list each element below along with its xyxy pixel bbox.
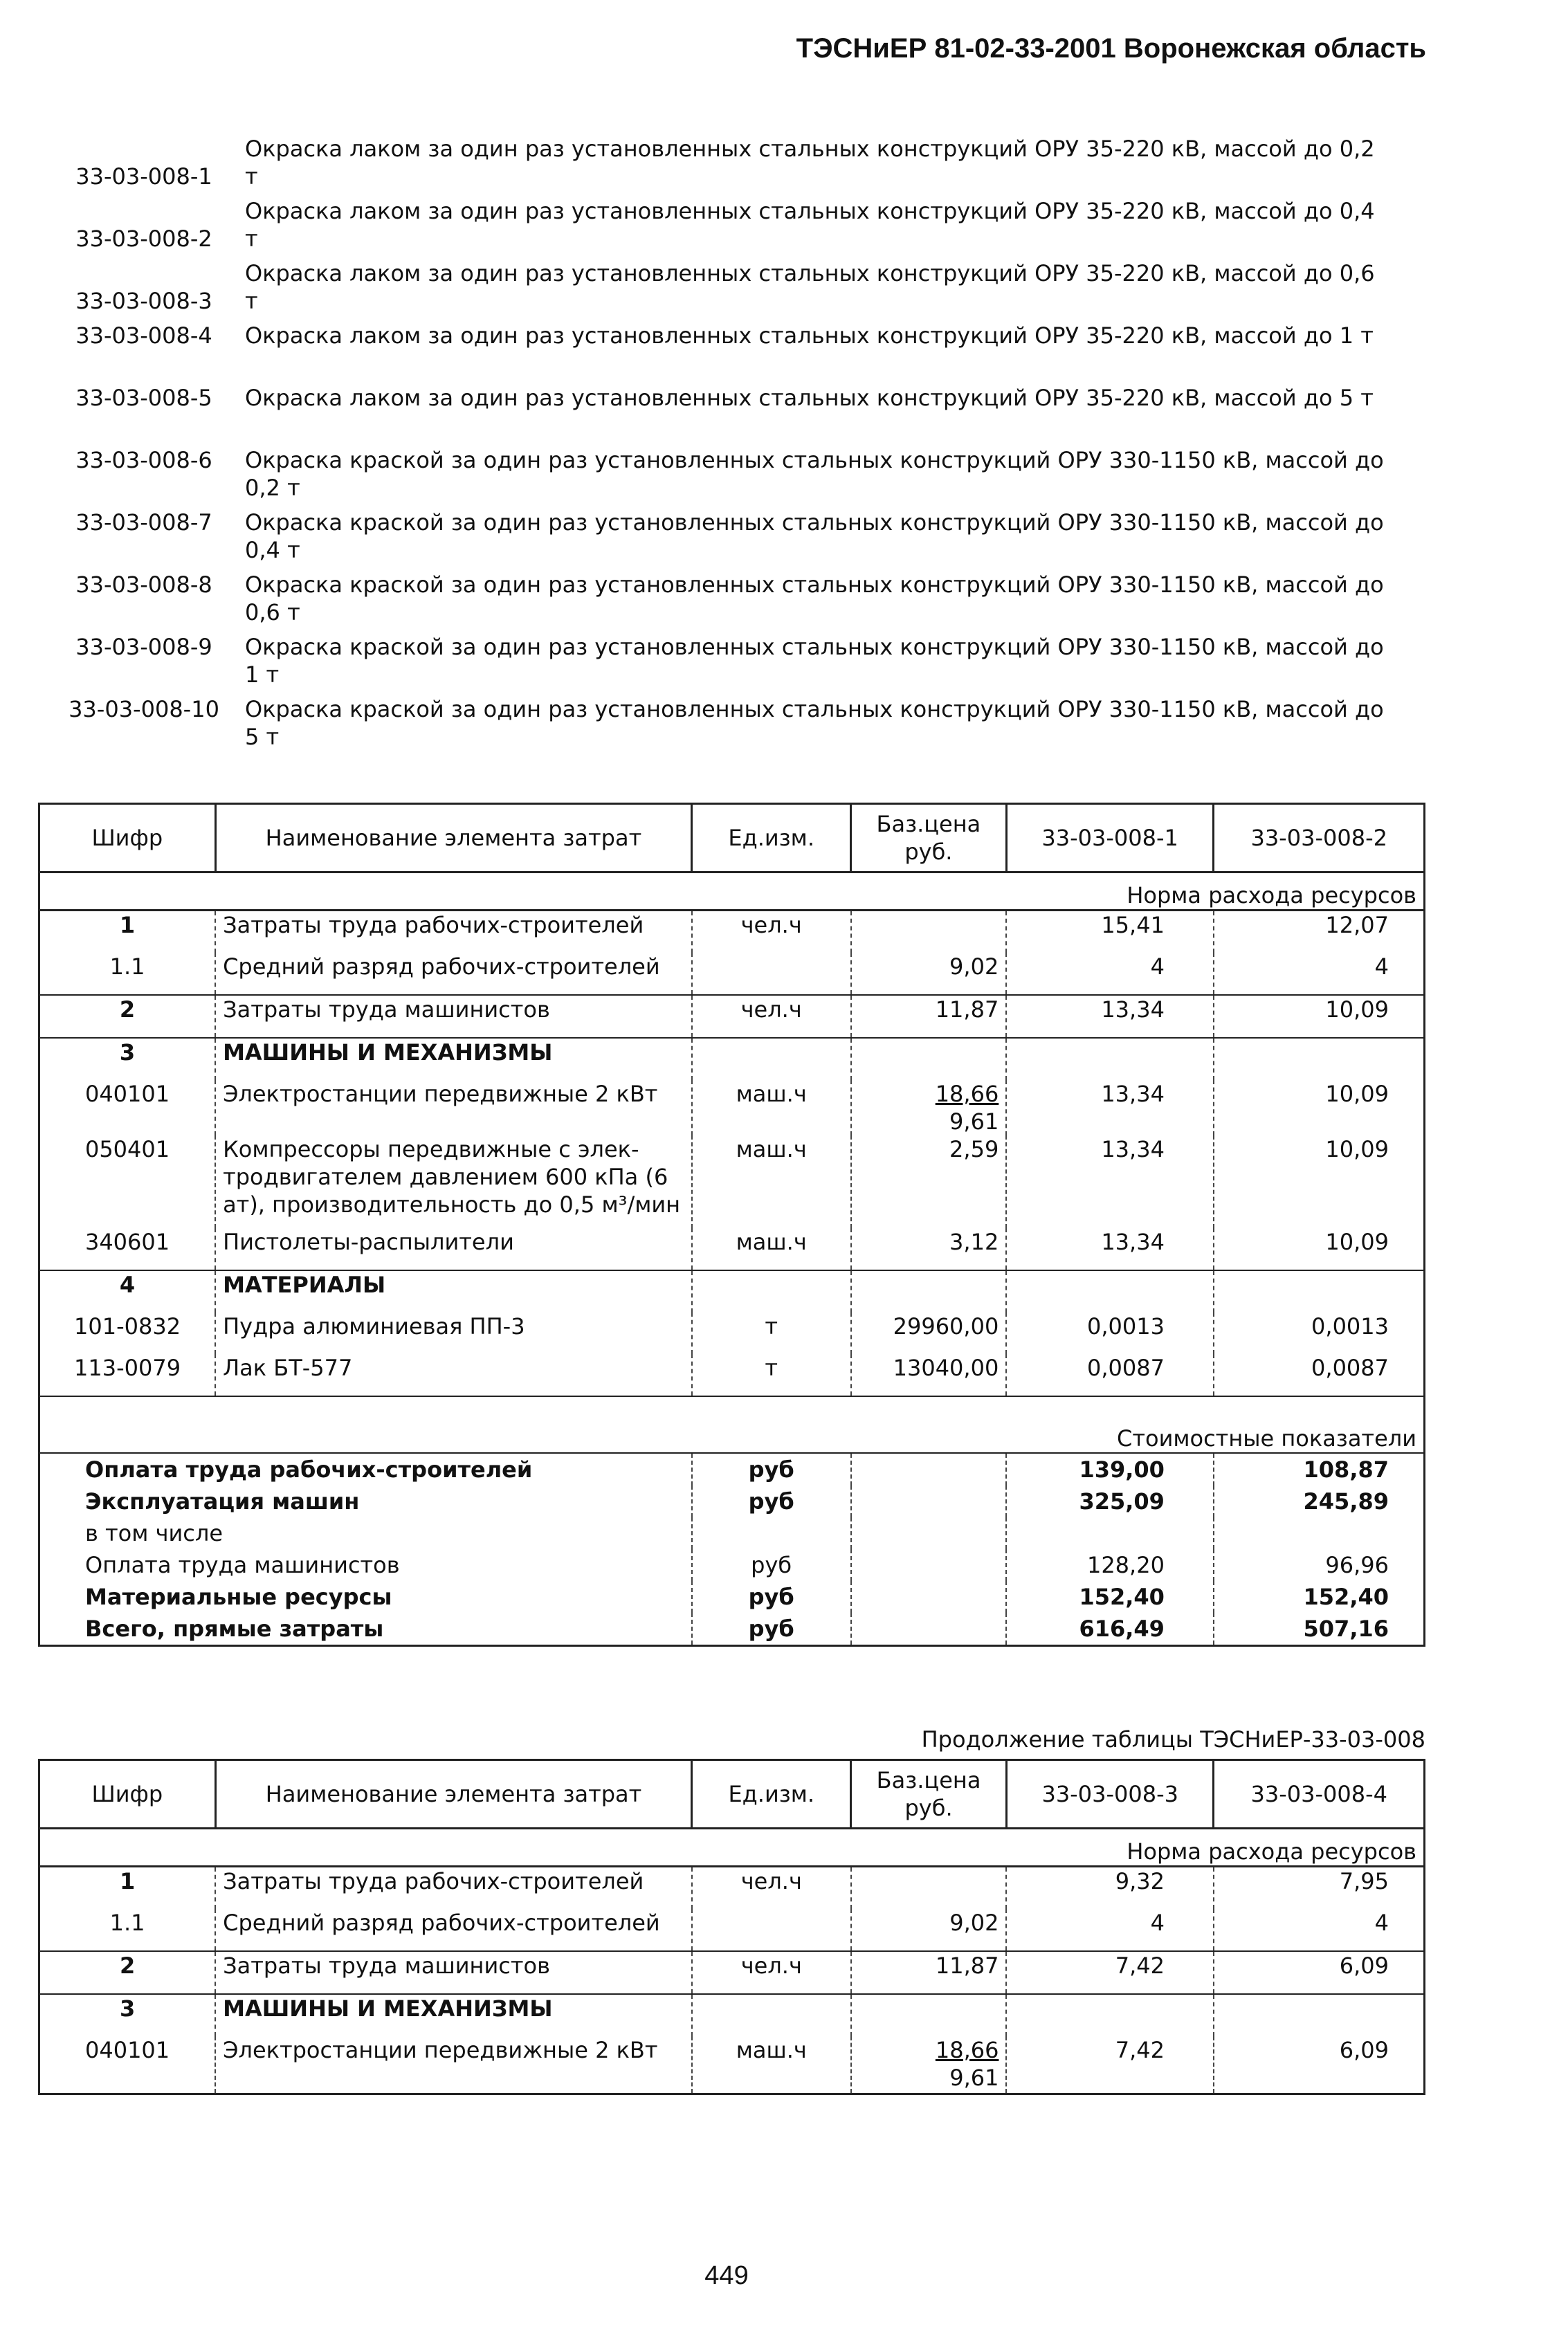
code-list-item — [43, 384, 1416, 412]
cell-value-1: 13,34 — [1006, 995, 1214, 1038]
cost-row — [39, 1453, 1425, 1486]
cost-row — [39, 1581, 1425, 1613]
cost-value-1: 128,20 — [1006, 1549, 1214, 1581]
cell-value-2: 0,0013 — [1214, 1313, 1425, 1354]
cost-unit: руб — [692, 1549, 851, 1581]
header-cell: Баз.цена руб. — [851, 1760, 1007, 1829]
header-cell: 33-03-008-3 — [1006, 1760, 1214, 1829]
cell-price: 11,87 — [851, 995, 1007, 1038]
description-line: Окраска лаком за один раз установленных стальных конструкций ОРУ 35-220 кВ, массой до 0,2 — [245, 136, 1375, 162]
cell-name: Средний разряд рабочих-строителей — [215, 953, 692, 995]
table-row — [39, 1228, 1425, 1270]
cell-value-1 — [1006, 1270, 1214, 1313]
description-line: Окраска лаком за один раз установленных стальных конструкций ОРУ 35-220 кВ, массой до 0,4 — [245, 198, 1375, 224]
cost-value-2 — [1214, 1517, 1425, 1549]
cell-value-2: 10,09 — [1214, 1228, 1425, 1270]
cell-name: Пудра алюминиевая ПП-3 — [215, 1313, 692, 1354]
item-description — [245, 259, 1416, 315]
cell-unit: чел.ч — [692, 995, 851, 1038]
cell-value-1: 4 — [1006, 1909, 1214, 1951]
cost-price — [851, 1613, 1007, 1646]
cost-name: Эксплуатация машин — [39, 1486, 692, 1517]
cell-price — [851, 911, 1007, 953]
header-cell: 33-03-008-1 — [1006, 804, 1214, 872]
code-list-item — [43, 695, 1416, 751]
cost-row — [39, 1486, 1425, 1517]
code-list-item — [43, 135, 1416, 190]
item-code: 33-03-008-2 — [75, 226, 212, 252]
cell-value-2: 7,95 — [1214, 1867, 1425, 1910]
description-line: Окраска лаком за один раз установленных стальных конструкций ОРУ 35-220 кВ, массой до 5 т — [245, 385, 1374, 411]
cell-code: 340601 — [39, 1228, 216, 1270]
header-cell: Ед.изм. — [692, 1760, 851, 1829]
cell-code: 1 — [39, 911, 216, 953]
code-list-item — [43, 197, 1416, 253]
item-description — [245, 633, 1416, 688]
cell-name: МАТЕРИАЛЫ — [215, 1270, 692, 1313]
price-value-2: 9,61 — [949, 2065, 999, 2091]
cost-value-2: 96,96 — [1214, 1549, 1425, 1581]
cell-name: Пистолеты-распылители — [215, 1228, 692, 1270]
code-list-item — [43, 259, 1416, 315]
cell-code: 101-0832 — [39, 1313, 216, 1354]
cell-unit: т — [692, 1313, 851, 1354]
norm-label: Норма расхода ресурсов — [39, 1829, 1425, 1867]
cost-price — [851, 1549, 1007, 1581]
cost-unit: руб — [692, 1486, 851, 1517]
table-row — [39, 1994, 1425, 2036]
description-line: т — [245, 288, 258, 314]
cost-name: Всего, прямые затраты — [39, 1613, 692, 1646]
cell-value-1: 4 — [1006, 953, 1214, 995]
cost-price — [851, 1581, 1007, 1613]
table-row — [39, 1135, 1425, 1228]
cell-price — [851, 1038, 1007, 1080]
price-value-2: 9,61 — [949, 1108, 999, 1135]
description-line: 1 т — [245, 661, 280, 688]
cell-value-1: 0,0013 — [1006, 1313, 1214, 1354]
cell-value-1: 13,34 — [1006, 1080, 1214, 1135]
cell-value-2: 4 — [1214, 1909, 1425, 1951]
cost-value-1: 325,09 — [1006, 1486, 1214, 1517]
cell-unit: чел.ч — [692, 911, 851, 953]
description-line: 5 т — [245, 724, 280, 750]
cell-price — [851, 1867, 1007, 1910]
cell-code: 2 — [39, 1951, 216, 1994]
cell-code: 3 — [39, 1994, 216, 2036]
resource-table-1 — [38, 803, 1425, 1647]
description-line: т — [245, 163, 258, 190]
price-value: 18,66 — [935, 2037, 999, 2063]
cell-value-1: 9,32 — [1006, 1867, 1214, 1910]
cell-value-2: 10,09 — [1214, 995, 1425, 1038]
item-description — [245, 322, 1416, 349]
table-row — [39, 1909, 1425, 1951]
cell-price: 9,02 — [851, 1909, 1007, 1951]
item-code: 33-03-008-10 — [69, 696, 219, 722]
cell-price: 2,59 — [851, 1135, 1007, 1228]
cell-name: Затраты труда машинистов — [215, 995, 692, 1038]
header-cell: 33-03-008-4 — [1214, 1760, 1425, 1829]
description-line: Окраска краской за один раз установленных стальных конструкций ОРУ 330-1150 кВ, массой до — [245, 509, 1384, 536]
cell-code: 1.1 — [39, 953, 216, 995]
cost-value-1: 152,40 — [1006, 1581, 1214, 1613]
description-line: 0,2 т — [245, 475, 300, 501]
table-row — [39, 1951, 1425, 1994]
cell-name: Компрессоры передвижные с элек-тродвигателем давлением 600 кПа (6 ат), производительность до 0,5 м³/мин — [215, 1135, 692, 1228]
cell-value-1: 7,42 — [1006, 2036, 1214, 2094]
code-list — [43, 135, 1416, 758]
table-row — [39, 1354, 1425, 1396]
cell-price — [851, 1994, 1007, 2036]
item-code: 33-03-008-8 — [75, 572, 212, 598]
cell-value-1: 13,34 — [1006, 1135, 1214, 1228]
cost-name: Оплата труда рабочих-строителей — [39, 1453, 692, 1486]
cell-name: Средний разряд рабочих-строителей — [215, 1909, 692, 1951]
cell-name: Затраты труда машинистов — [215, 1951, 692, 1994]
cost-unit: руб — [692, 1613, 851, 1646]
cell-value-2: 6,09 — [1214, 1951, 1425, 1994]
cost-row — [39, 1549, 1425, 1581]
item-description — [245, 695, 1416, 751]
cell-unit: чел.ч — [692, 1951, 851, 1994]
cost-name: Материальные ресурсы — [39, 1581, 692, 1613]
header-cell: Шифр — [39, 804, 216, 872]
cell-value-2: 10,09 — [1214, 1080, 1425, 1135]
description-line: Окраска краской за один раз установленных стальных конструкций ОРУ 330-1150 кВ, массой до — [245, 634, 1384, 660]
cell-price — [851, 1080, 1007, 1135]
cost-row — [39, 1613, 1425, 1646]
header-cell: Наименование элемента затрат — [215, 1760, 692, 1829]
description-line: Окраска краской за один раз установленных стальных конструкций ОРУ 330-1150 кВ, массой до — [245, 696, 1384, 722]
cell-unit: маш.ч — [692, 1135, 851, 1228]
cell-code: 1 — [39, 1867, 216, 1910]
cell-unit — [692, 1038, 851, 1080]
cell-unit: чел.ч — [692, 1867, 851, 1910]
table-row — [39, 995, 1425, 1038]
cell-value-1: 7,42 — [1006, 1951, 1214, 1994]
description-line: т — [245, 226, 258, 252]
cost-value-1: 616,49 — [1006, 1613, 1214, 1646]
cell-name: Затраты труда рабочих-строителей — [215, 911, 692, 953]
cell-name: Электростанции передвижные 2 кВт — [215, 1080, 692, 1135]
cost-unit: руб — [692, 1581, 851, 1613]
continuation-caption: Продолжение таблицы ТЭСНиЕР-33-03-008 — [921, 1726, 1425, 1753]
cell-value-2 — [1214, 1038, 1425, 1080]
header-cell: Баз.цена руб. — [851, 804, 1007, 872]
cell-code: 040101 — [39, 2036, 216, 2094]
item-code: 33-03-008-5 — [75, 385, 212, 411]
description-line: Окраска лаком за один раз установленных стальных конструкций ОРУ 35-220 кВ, массой до 1 т — [245, 322, 1374, 349]
cost-label: Стоимостные показатели — [39, 1396, 1425, 1453]
cost-price — [851, 1486, 1007, 1517]
cell-code: 2 — [39, 995, 216, 1038]
item-description — [245, 135, 1416, 190]
item-description — [245, 509, 1416, 564]
header-cell: Наименование элемента затрат — [215, 804, 692, 872]
cell-value-2 — [1214, 1270, 1425, 1313]
cell-unit: т — [692, 1354, 851, 1396]
table-row — [39, 1313, 1425, 1354]
page-header: ТЭСНиЕР 81-02-33-2001 Воронежская область — [796, 33, 1426, 64]
cost-unit — [692, 1517, 851, 1549]
cost-value-2: 108,87 — [1214, 1453, 1425, 1486]
cell-unit — [692, 953, 851, 995]
table-row — [39, 2036, 1425, 2094]
cell-code: 040101 — [39, 1080, 216, 1135]
code-list-item — [43, 633, 1416, 688]
cell-unit — [692, 1909, 851, 1951]
price-value: 18,66 — [935, 1081, 999, 1107]
cell-unit: маш.ч — [692, 1228, 851, 1270]
resource-table-2 — [38, 1759, 1425, 2095]
header-cell: 33-03-008-2 — [1214, 804, 1425, 872]
description-line: 0,4 т — [245, 537, 300, 563]
item-code: 33-03-008-7 — [75, 509, 212, 536]
item-code: 33-03-008-4 — [75, 322, 212, 349]
cell-value-1 — [1006, 1994, 1214, 2036]
cell-code: 113-0079 — [39, 1354, 216, 1396]
item-description — [245, 384, 1416, 412]
item-code: 33-03-008-3 — [75, 288, 212, 314]
code-list-item — [43, 509, 1416, 564]
cell-name: МАШИНЫ И МЕХАНИЗМЫ — [215, 1038, 692, 1080]
cell-price: 3,12 — [851, 1228, 1007, 1270]
table-row — [39, 1867, 1425, 1910]
cell-value-1: 0,0087 — [1006, 1354, 1214, 1396]
cell-code: 050401 — [39, 1135, 216, 1228]
norm-label: Норма расхода ресурсов — [39, 872, 1425, 911]
cost-unit: руб — [692, 1453, 851, 1486]
cell-unit — [692, 1994, 851, 2036]
header-cell: Шифр — [39, 1760, 216, 1829]
table-row — [39, 1270, 1425, 1313]
norm-label-row — [39, 872, 1425, 911]
cell-price: 9,02 — [851, 953, 1007, 995]
cost-label-row — [39, 1396, 1425, 1453]
description-line: Окраска лаком за один раз установленных стальных конструкций ОРУ 35-220 кВ, массой до 0,6 — [245, 260, 1375, 286]
cell-unit: маш.ч — [692, 2036, 851, 2094]
table-row — [39, 911, 1425, 953]
code-list-item — [43, 322, 1416, 349]
header-cell: Ед.изм. — [692, 804, 851, 872]
cell-price: 29960,00 — [851, 1313, 1007, 1354]
item-description — [245, 197, 1416, 253]
cell-value-2: 10,09 — [1214, 1135, 1425, 1228]
cost-name: в том числе — [39, 1517, 692, 1549]
cost-value-2: 245,89 — [1214, 1486, 1425, 1517]
cell-value-2: 6,09 — [1214, 2036, 1425, 2094]
table-header-row — [39, 1760, 1425, 1829]
description-line: 0,6 т — [245, 599, 300, 625]
table-row — [39, 953, 1425, 995]
cell-value-2 — [1214, 1994, 1425, 2036]
table-row — [39, 1038, 1425, 1080]
cell-value-1 — [1006, 1038, 1214, 1080]
norm-label-row — [39, 1829, 1425, 1867]
cost-price — [851, 1453, 1007, 1486]
description-line: Окраска краской за один раз установленных стальных конструкций ОРУ 330-1150 кВ, массой до — [245, 447, 1384, 473]
cell-name: Лак БТ-577 — [215, 1354, 692, 1396]
cell-name: Затраты труда рабочих-строителей — [215, 1867, 692, 1910]
cost-price — [851, 1517, 1007, 1549]
description-line: Окраска краской за один раз установленных стальных конструкций ОРУ 330-1150 кВ, массой до — [245, 572, 1384, 598]
item-description — [245, 446, 1416, 502]
item-code: 33-03-008-1 — [75, 163, 212, 190]
cell-value-2: 12,07 — [1214, 911, 1425, 953]
cell-unit — [692, 1270, 851, 1313]
cost-row — [39, 1517, 1425, 1549]
cell-price — [851, 1270, 1007, 1313]
item-code: 33-03-008-9 — [75, 634, 212, 660]
cost-name: Оплата труда машинистов — [39, 1549, 692, 1581]
cost-value-2: 507,16 — [1214, 1613, 1425, 1646]
cell-value-2: 4 — [1214, 953, 1425, 995]
cell-name: МАШИНЫ И МЕХАНИЗМЫ — [215, 1994, 692, 2036]
cell-price: 13040,00 — [851, 1354, 1007, 1396]
cell-value-2: 0,0087 — [1214, 1354, 1425, 1396]
table-header-row — [39, 804, 1425, 872]
cell-code: 4 — [39, 1270, 216, 1313]
cell-price — [851, 2036, 1007, 2094]
cost-value-2: 152,40 — [1214, 1581, 1425, 1613]
cell-code: 1.1 — [39, 1909, 216, 1951]
cell-value-1: 15,41 — [1006, 911, 1214, 953]
item-code: 33-03-008-6 — [75, 447, 212, 473]
cell-name: Электростанции передвижные 2 кВт — [215, 2036, 692, 2094]
page-number: 449 — [704, 2261, 749, 2290]
cell-unit: маш.ч — [692, 1080, 851, 1135]
item-description — [245, 571, 1416, 626]
code-list-item — [43, 446, 1416, 502]
code-list-item — [43, 571, 1416, 626]
cell-code: 3 — [39, 1038, 216, 1080]
cell-value-1: 13,34 — [1006, 1228, 1214, 1270]
cost-value-1: 139,00 — [1006, 1453, 1214, 1486]
cell-price: 11,87 — [851, 1951, 1007, 1994]
table-row — [39, 1080, 1425, 1135]
cost-value-1 — [1006, 1517, 1214, 1549]
